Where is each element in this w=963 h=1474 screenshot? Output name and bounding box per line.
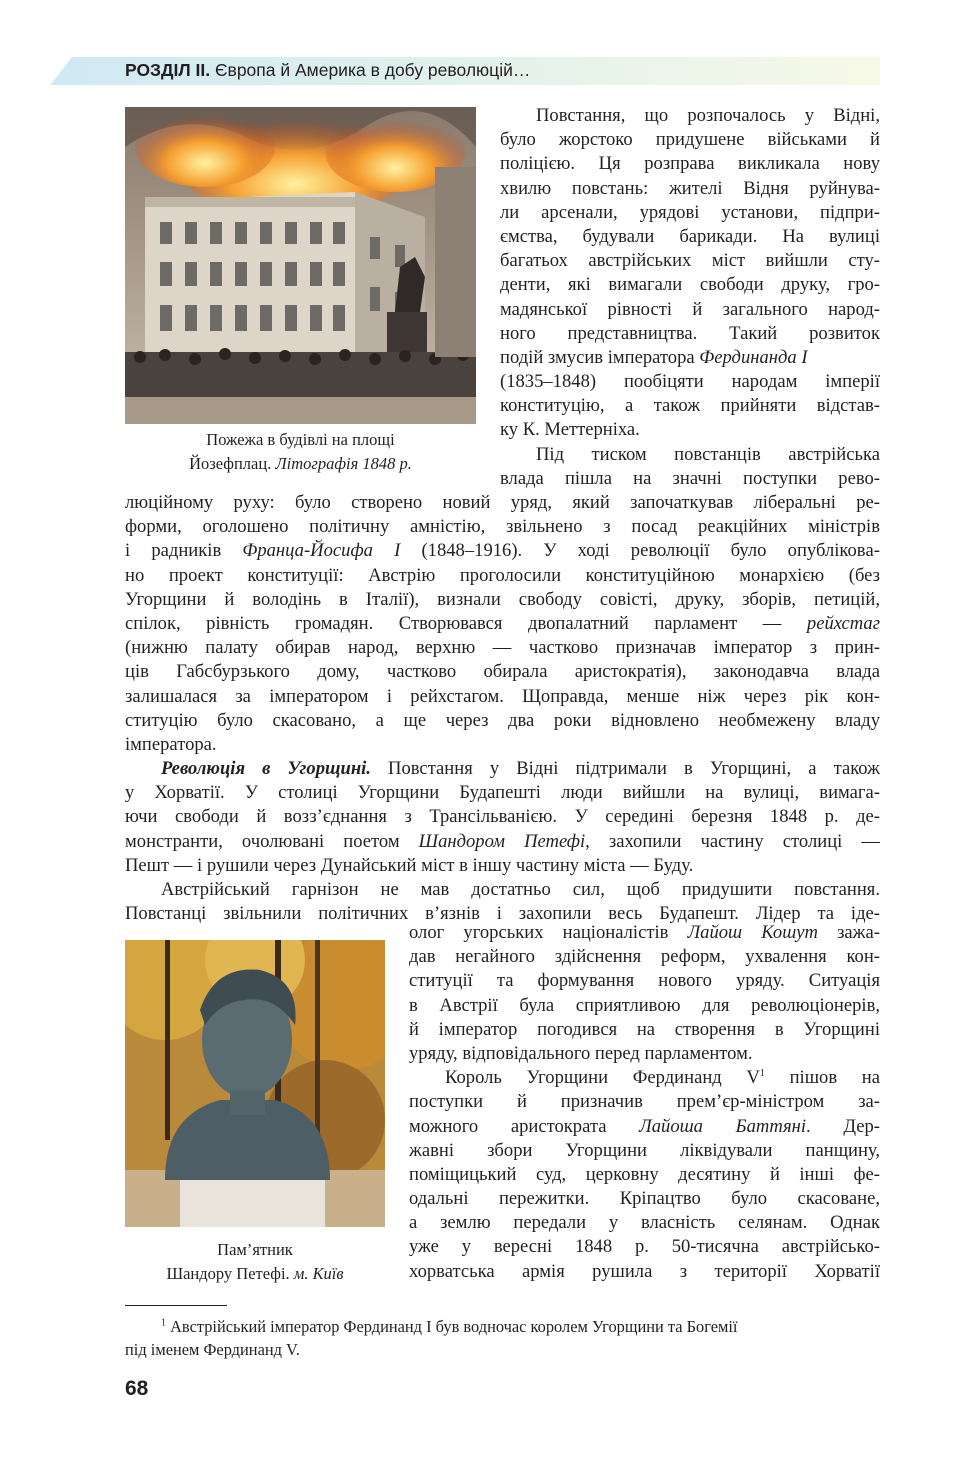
text-line: ючи свободи й возз’єднання з Трансільванією. У середині березня 1848 р. де-	[125, 806, 880, 828]
text-line: жавні збори Угорщини ліквідували панщину,	[409, 1139, 880, 1161]
figure1-caption-italic: Літографія 1848 р.	[275, 454, 412, 473]
figure2-caption-italic: м. Київ	[293, 1264, 344, 1283]
text-line: було жорстоко придушене військами й	[500, 129, 880, 151]
figure1-caption	[125, 428, 476, 476]
text-line: ституцію було скасовано, а ще через два роки відновлено необмежену владу	[125, 709, 880, 731]
text-line: поміщицький суд, церковну десятину й інші фе-	[409, 1163, 880, 1185]
text-line: конституцію, а також прийняти відстав-	[500, 395, 880, 417]
figure2-caption-line2: Шандору Петефі. м. Київ	[166, 1264, 344, 1283]
text-line: Під тиском повстанців австрійська	[536, 443, 880, 465]
text-line: хвилю повстань: жителі Відня руйнува-	[500, 177, 880, 199]
text-line: поступки й призначив прем’єр-міністром за-	[409, 1091, 880, 1113]
figure2-caption	[125, 1238, 385, 1286]
franz-joseph-name: Франца-Йосифа І	[242, 540, 401, 562]
petofi-monument-image	[125, 940, 385, 1227]
section-heading: Революція в Угорщині.	[161, 758, 371, 779]
batthyany-name: Лайоша Баттяні	[639, 1115, 807, 1137]
text-line: дав негайного здійснення реформ, ухвалення кон-	[409, 946, 880, 968]
text-line: ли арсенали, урядові установи, підпри-	[500, 201, 880, 223]
text-line: ституції та формування нового уряду. Ситуація	[409, 970, 880, 992]
petofi-name: Шандором Петефі	[418, 830, 586, 852]
text-line: форми, оголошено політичну амністію, звільнено з посад реакційних міністрів	[125, 516, 880, 538]
footnote-line2: під іменем Фердинанд V.	[125, 1340, 300, 1359]
section-label: РОЗДІЛ ІІ.	[125, 60, 211, 80]
reichstag-term: рейхстаг	[806, 612, 880, 634]
text-line: і радників Франца-Йосифа І (1848–1916). У ході революції було опубліковa-	[125, 540, 880, 562]
section-header	[125, 60, 530, 81]
text-line: залишалася за імператором і рейхстагом. Щоправда, менше ніж через рік кон-	[125, 685, 880, 707]
text-line: імператора.	[125, 733, 217, 755]
text-line: уже у вересні 1848 р. 50-тисячна австрійсько-	[409, 1236, 880, 1258]
footnote-line1: $^1$ Австрійський імператор Фердинанд І був водночас королем Угорщини та Богемії	[161, 1317, 738, 1336]
text-line: Пешт — і рушили через Дунайський міст в іншу частину міста — Буду.	[125, 854, 694, 876]
full-width-text-2	[125, 757, 880, 926]
figure1-caption-line1: Пожежа в будівлі на площі	[206, 430, 395, 449]
text-line: денти, які вимагали свободи друку, гро-	[500, 274, 880, 296]
text-line: монстранти, очолювані поетом Шандором Петефі, захопили частину столиці —	[125, 830, 880, 852]
text-line: люційному руху: було створено новий уряд, який започаткував ліберальні ре-	[125, 492, 880, 513]
text-line: а землю передали у власність селянам. Однак	[409, 1212, 880, 1234]
text-line: (нижню палату обирав народ, верхню — частково призначав імператор з прин-	[125, 637, 880, 659]
text-line: у Хорватії. У столиці Угорщини Будапешті люди вийшли на вулиці, вимага-	[125, 782, 880, 804]
text-line: й імператор погодився на створення в Угорщині	[409, 1018, 880, 1040]
text-line: влада пішла на значні поступки рево-	[500, 467, 880, 489]
text-line: ного представництва. Такий розвиток	[500, 322, 880, 344]
text-line: Король Угорщини Фердинанд $V^1$ пішов на	[445, 1067, 880, 1089]
text-line: (1835–1848) пообіцяти народам імперії	[500, 371, 880, 393]
text-line: спілок, рівність громадян. Створювався двопалатний парламент — рейхстаг	[125, 612, 880, 634]
text-line: олог угорських націоналістів Лайош Кошут зажа-	[409, 922, 880, 943]
text-line: Революція в Угорщині. Повстання у Відні підтримали в Угорщині, а також	[161, 758, 880, 779]
text-line: хорватська армія рушила з території Хорватії	[409, 1260, 880, 1282]
text-line: одальні пережитки. Кріпацтво було скасоване,	[409, 1188, 880, 1210]
page-number: 68	[125, 1377, 149, 1400]
header-notch-cut	[50, 57, 72, 85]
text-line: мадянської рівності й загального народ-	[500, 298, 880, 320]
text-line: Повстанці звільнили політичних в’язнів і захопили весь Будапешт. Лідер та іде-	[125, 903, 880, 925]
text-line: но проект конституції: Австрію проголосили конституційною монархією (без	[125, 564, 880, 586]
text-line: подій змусив імператора Фердинанда І	[500, 346, 808, 368]
burning-building-image	[125, 107, 476, 424]
text-line: Австрійський гарнізон не мав достатньо сил, щоб придушити повстання.	[161, 878, 880, 900]
text-line: поліцією. Ця розправа викликала нову	[500, 153, 880, 175]
text-line: ємства, будували барикади. На вулиці	[500, 225, 880, 247]
text-line: ців Габсбурзького дому, частково обирала аристократія), законодавча влада	[125, 661, 880, 683]
section-title: Європа й Америка в добу революцій…	[214, 60, 531, 80]
text-line: Угорщини й володінь в Італії), визнали свободу совісті, друку, зборів, петицій,	[125, 588, 880, 610]
kossuth-name: Лайош Кошут	[687, 922, 818, 943]
figure2-caption-line1: Пам’ятник	[217, 1240, 293, 1259]
full-width-text-1	[125, 491, 880, 757]
text-line: ку К. Меттерніха.	[500, 419, 640, 441]
figure1-caption-line2: Йозефплац. Літографія 1848 р.	[189, 454, 412, 473]
column-text-bottom	[409, 921, 880, 1284]
text-line: багатьох австрійських міст вийшли сту-	[500, 250, 880, 272]
column-text-top	[500, 104, 880, 491]
emperor-name: Фердинанда І	[699, 346, 808, 368]
text-line: уряду, відповідального перед парламентом.	[409, 1042, 753, 1064]
text-line: Повстання, що розпочалось у Відні,	[536, 105, 880, 126]
text-line: в Австрії була сприятливою для революціонерів,	[409, 994, 880, 1016]
footnote-divider	[125, 1305, 227, 1306]
footnote-mark: 1	[759, 1067, 765, 1079]
text-line: можного аристократа Лайоша Баттяні. Дер-	[409, 1115, 880, 1137]
footnote	[125, 1315, 880, 1361]
